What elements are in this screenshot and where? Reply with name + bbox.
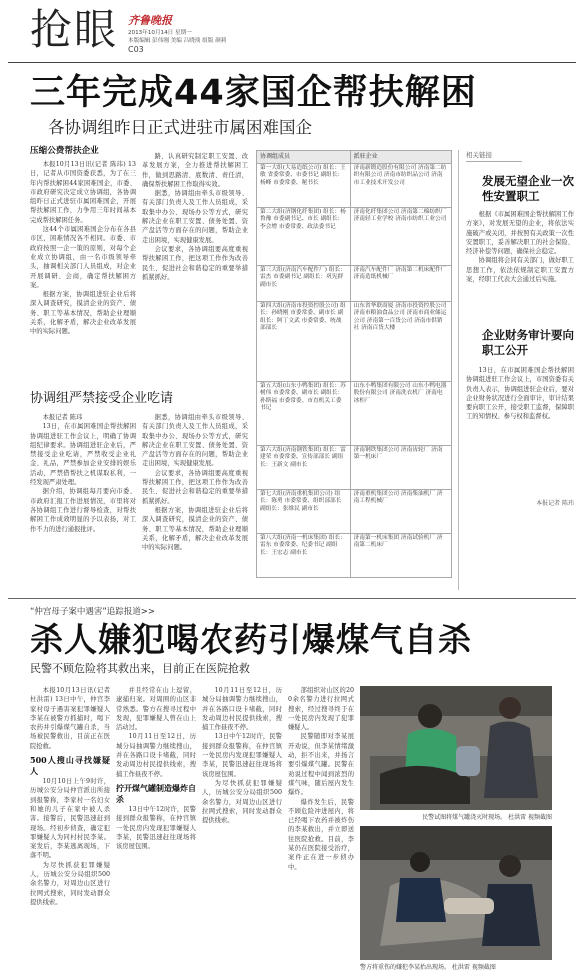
table-cell: 第四大组(济南市投资控股公司) 组长：孙晓刚 市委常委、副市长 副组长：阿丁文武 市委常委、统战部部长 (257, 301, 351, 381)
discipline-block (30, 390, 248, 408)
table-cell: 山东小鸭集团有限公司 山东小鸭电器股份有限公司 济南洗衣机厂 济南电冰柜厂 (350, 381, 451, 445)
sidebar (466, 150, 574, 590)
table-row (257, 207, 452, 265)
story-subheadline: 民警不顾危险将其救出来，目前正在医院抢救 (30, 662, 250, 675)
story-paragraph: 部组织对山区的200余名警力进行拉网式搜索，经过搜寻终于在一处民房内发现了犯罪嫌疑人。 (288, 687, 354, 732)
table-cell: 济南新锻造股份有限公司 济南第二纺织有限公司 济南市纺织品公司 济南市工业技术开发公司 (350, 163, 451, 207)
table-row (257, 265, 452, 301)
discipline-paragraph: 据悉，协调组由牵头市级领导、有关部门负责人及工作人员组成，采取集中办公、现场办公等方式，研究解决企业在职工安置、债务处置、资产盘活等方面存在的问题，帮助企业走出困境，实现健康发展。 (142, 414, 248, 468)
story-paragraph: 为尽快抓获犯罪嫌疑人，历城公安分局组织500余名警力，对周边山区进行拉网式搜索，同时发动群众提供线索。 (202, 779, 282, 825)
sidebar-paragraph: 13日，在市属困难国企帮扶解困协调组进驻工作会议上，市国资委有关负责人表示，协调组进驻企业后，要对企业财务状况进行全面审计，审计结果要向职工公开，接受职工监督，保障职工的知情权、参与权和监督权。 (466, 367, 574, 421)
lead-column-2 (142, 152, 248, 378)
story-paragraph: 民警随即对李某展开劝说，但李某情绪激动，拒不出来，并扬言要引爆煤气罐。民警在劝说过程中闻到浓烈的煤气味，随后屋内发生爆炸。 (288, 733, 354, 797)
sidebar-divider (458, 150, 459, 590)
table-cell: 济南化纤集团公司 济南第二棉纺织厂 济南轻工业学校 济南市纺织工业公司 (350, 207, 451, 265)
table-row (257, 163, 452, 207)
group-table (256, 150, 452, 588)
lead-column-1 (30, 146, 136, 378)
table-cell: 第二大组(济钢化纤集团) 组长：杨鲁豫 市委副书记、市长 副组长：李会增 市委常委、政法委书记 (257, 207, 351, 265)
story-paragraph: 并且经常在山上逗留，逮捕归案。对周围的山区非常熟悉。警方在搜寻过程中发现，犯罪嫌疑人曾在山上活动过。 (116, 687, 196, 732)
newspaper-logo: 齐鲁晚报 (128, 14, 172, 27)
story-column-1 (30, 686, 110, 976)
story-column-2 (116, 686, 196, 976)
lead-paragraph: 根据方案，协调组进驻企业后将深入调查研究，摸清企业的资产、债务、职工等基本情况，帮助企业理顺关系，化解矛盾，解决企业改革发展中的实际问题。 (30, 291, 136, 336)
sidebar-paragraph: 协调组将会同有关部门，做好职工思想工作，依法依规制定职工安置方案，经职工代表大会通过后实施。 (466, 257, 574, 284)
discipline-paragraph: 根据方案，协调组进驻企业后将深入调查研究，摸清企业的资产、债务、职工等基本情况，帮助企业理顺关系，化解矛盾，解决企业改革发展中的实际问题。 (142, 506, 248, 552)
table-cell: 济南钢铁集团公司 济南齿轮厂 济南第一机床厂 (350, 445, 451, 489)
lead-paragraph: 会议要求，各协调组要高度重视帮扶解困工作，把这项工作作为改善民生、促进社会和谐稳定的重要举措抓紧抓好。 (142, 245, 248, 281)
sidebar-byline: 本报记者 陈玮 (536, 500, 574, 507)
story-kicker: “仲宫母子案中遇害”追踪报道>> (30, 607, 156, 617)
table-cell: 第七大组(济南重机集团公司) 组长：陈勇 市委常委、组织部部长 副组长：张维民 副市长 (257, 489, 351, 533)
table-row (257, 301, 452, 381)
table-row (257, 445, 452, 489)
byline: 本报记者 陈玮 (42, 414, 83, 421)
discipline-paragraph: 13日，在市属困难国企帮扶解困协调组进驻工作会议上，明确了协调组纪律要求。协调组进驻企业后，严禁接受企业吃请，严禁收受企业礼金、礼品，严禁参加企业安排的娱乐活动，严禁借帮扶之机谋取私利，一经发现严肃处理。 (30, 423, 136, 487)
table-cell: 济南重机集团公司 济南柴油机厂 济南工程机械厂 (350, 489, 451, 533)
story-paragraph: 13日中午12时许，民警接到群众报警称，在仲宫镇一处民房内发现犯罪嫌疑人李某，民警迅速赶往现场将该房屋包围。 (116, 805, 196, 851)
lead-paragraph: 据悉，协调组由牵头市级领导、有关部门负责人及工作人员组成，采取集中办公、现场办公等方式，研究解决企业在职工安置、债务处置、资产盘活等方面存在的问题，帮助企业走出困境，实现健康发展。 (142, 190, 248, 244)
story-paragraph: 为尽快抓获犯罪嫌疑人，历城公安分局组织500余名警力，对周边山区进行拉网式搜索，同时发动群众提供线索。 (30, 861, 110, 906)
table-header: 派驻企业 (350, 151, 451, 164)
sidebar-headline-1: 发展无望企业一次性安置职工 (482, 174, 574, 203)
scene-photo-2 (360, 826, 552, 960)
story-paragraph: 10月10日上午9时许，历城公安分局仲宫派出所接到报警称，李家村一名妇女和她的儿子在家中被人杀害。接警后，民警迅速赶到现场。经初步侦查，确定犯罪嫌疑人为同村村民李某。案发后，李某逃离现场，下落不明。 (30, 778, 110, 860)
discipline-column-2 (142, 413, 248, 593)
story-subhead: 拧开煤气罐制造爆炸自杀 (116, 782, 196, 804)
section-title: 抢眼 (30, 5, 119, 54)
story-column-4 (288, 686, 354, 976)
story-paragraph: 本报10月13日讯(记者 杜洪雷) 13日中午，仲宫李家村母子遇害案犯罪嫌疑人李某在被警方抓捕时，喝下农药并引爆煤气罐自杀，当场被民警救出，目前正在医院抢救。 (30, 687, 110, 750)
table-cell: 山东省华联商厦 济南市投资控股公司 济南市粮油食品公司 济南市商业储运公司 济南第一百货公司 济南市供销社 济南百货大楼 (350, 301, 451, 381)
photo-caption-2: 警方将重伤的嫌犯李某抬出现场。 杜洪雷 视频截图 (360, 964, 496, 971)
discipline-headline: 协调组严禁接受企业吃请 (30, 391, 174, 406)
sidebar-tag: 相关链接 (466, 150, 522, 162)
table-row (257, 489, 452, 533)
table-cell: 第一大组(大易造纸公司) 组长：王敏 省委常委、市委书记 副组长：杨峰 市委常委、秘书长 (257, 163, 351, 207)
table-cell: 第三大组(济南汽车配件厂) 组长：雷杰 市委副书记 副组长：巩宪群 副市长 (257, 265, 351, 301)
discipline-paragraph: 据介绍，协调组每月要向市委、市政府汇报工作进展情况，市里将对各协调组工作进行督导检查，对帮扶解困工作成效明显的予以表扬，对工作不力的进行通报批评。 (30, 488, 136, 533)
story-headline: 杀人嫌犯喝农药引爆煤气自杀 (30, 620, 472, 659)
lead-paragraph: 路、认真研究制定职工安置、改革发展方案，全力推进帮扶解困工作，做到思路清、底数清、责任清，确保帮扶解困工作取得实效。 (142, 153, 248, 188)
lead-subheadline: 各协调组昨日正式进驻市属困难国企 (48, 118, 312, 137)
table-row (257, 533, 452, 577)
issue-date: 2013年10月14日 星期一 (128, 30, 192, 36)
page-number: C03 (128, 45, 144, 54)
table-row (257, 381, 452, 445)
story-paragraph: 13日中午12时许，民警接到群众报警称，在仲宫镇一处民房内发现犯罪嫌疑人李某，民警迅速赶往现场将该房屋包围。 (202, 733, 282, 778)
table-cell: 济南第一机床集团 济南试验机厂 济南第二机床厂 (350, 533, 451, 577)
story-paragraph: 爆炸发生后，民警不顾危险冲进屋内，将已经喝下农药并被炸伤的李某救出，并立即送往医院抢救。目前，李某仍在医院接受治疗，案件正在进一步侦办中。 (288, 798, 354, 871)
sidebar-paragraph: 根据《市属困难国企帮扶解困工作方案》，对发展无望的企业，将依法实施破产或关闭，并按照有关政策一次性安置职工，妥善解决职工的社会保险、经济补偿等问题，确保社会稳定。 (466, 211, 574, 256)
discipline-column-1 (30, 413, 136, 593)
lead-paragraph: 这44个市属困难国企分布在各县市区，困难情况各不相同。市委、市政府按照一企一策的原则，对每个企业成立协调组，由一名市级领导牵头，抽调相关部门人员组成，对企业开展调研、会商，确定帮扶解困方案。 (30, 226, 136, 289)
lead-paragraph: 本报10月13日讯(记者 陈玮) 13日，记者从市国资委获悉，为了在三年内帮扶解困44家困难国企，市委、市政府研究决定成立协调组，各协调组昨日正式进驻市属困难国企，开展帮扶解困工作，力争用三年时间基本完成帮扶解困任务。 (30, 161, 136, 224)
photo-caption-1: 民警试图将煤气罐浇灭时现场。 杜洪雷 视频截图 (422, 814, 552, 821)
story-paragraph: 10月11日至12日，历城分局抽调警力继续搜山，并在各路口设卡堵截，同时发动周边村民提供线索，搜捕工作昼夜不停。 (116, 733, 196, 778)
discipline-paragraph: 会议要求，各协调组要高度重视帮扶解困工作，把这项工作作为改善民生、促进社会和谐稳定的重要举措抓紧抓好。 (142, 469, 248, 505)
story-subhead: 500人搜山寻找嫌疑人 (30, 755, 110, 777)
table-header-row (257, 151, 452, 164)
header-rule (8, 62, 576, 63)
page-editors: 本版编辑 彭伟刚 美编 吕晓琰 组版 颜莉 (128, 38, 227, 44)
lead-headline: 三年完成44家国企帮扶解困 (30, 73, 477, 113)
section-divider (8, 598, 576, 599)
table-cell: 第六大组(济南钢铁集团) 组长：雷建荣 市委常委、宣传部部长 副组长：王新文 副市长 (257, 445, 351, 489)
page-header (30, 6, 575, 66)
table-cell: 第五大组(山东小鸭集团) 组长：苏树伟 市委常委、副市长 副组长：孙斯福 市委常委、市直机关工委书记 (257, 381, 351, 445)
scene-photo-1 (360, 686, 552, 810)
story-paragraph: 10月11日至12日，历城分局抽调警力继续搜山，并在各路口设卡堵截，同时发动周边村民提供线索，搜捕工作昼夜不停。 (202, 687, 282, 732)
sidebar-headline-2: 企业财务审计要向职工公开 (482, 328, 574, 357)
lead-subhead-1: 压缩公费帮扶企业 (30, 146, 99, 156)
table-cell: 第八大组(济南一机床集团) 组长：雷东 市委常委、纪委书记 副组长：王宏志 副市长 (257, 533, 351, 577)
table-header: 协调组成员 (257, 151, 351, 164)
table-cell: 济南汽车配件厂 济南第二机床配件厂 济南造纸机械厂 (350, 265, 451, 301)
story-column-3 (202, 686, 282, 976)
